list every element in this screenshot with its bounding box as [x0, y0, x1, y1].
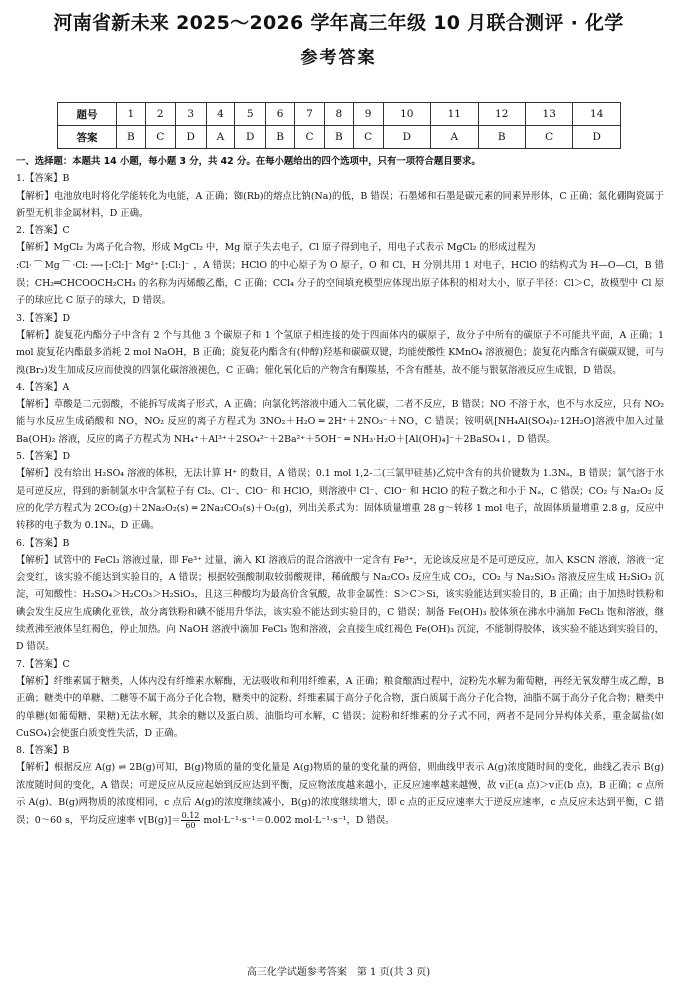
question-8-analysis-text: 【解析】根据反应 A(g) ⇌ 2B(g)可知，B(g)物质的量的变化量是 A(g)物质的量的变化量的两倍，则曲线甲表示 A(g)浓度随时间的变化，曲线乙表示 B(g)浓度随时间的变化，A 错误；可逆反应从反应起始到反应达到平衡，反应物浓度越来越小，正反应速率越来越慢，故 v正(a 点)＞v正(b 点)，B 正确；c 点所示 A(g)、B(g)两物质的浓度相同，c 点后 A(g)的浓度继续减小，B(g)的浓度继续增大，即 c 点的正反应速率大于逆反应速率，c 点反应未达到平衡，C 错误；0～60 s，平均反应速率 v[B(g)]＝: [16, 762, 664, 827]
question-2-analysis-continued: ，A 错误；HClO 的中心原子为 O 原子，O 和 Cl、H 分别共用 1 对电子，HClO 的结构式为 H—O—Cl，B 错误；CH₂═CHCOOCH₂CH₃ 的名称为丙烯酸乙酯，C 正确；CCl₄ 分子的空间填充模型应体现出原子体积的相对大小，原子半径：Cl＞C，故模型中 Cl 原子的球应比 C 原子的球大，D 错误。: [16, 259, 664, 307]
answer-table: [57, 102, 621, 149]
question-2-analysis-text: 【解析】MgCl₂ 为离子化合物，形成 MgCl₂ 中，Mg 原子失去电子，Cl 原子得到电子，用电子式表示 MgCl₂ 的形成过程为: [16, 242, 536, 254]
question-number: 11: [431, 103, 478, 126]
question-number: 10: [383, 103, 430, 126]
answer-cell: C: [295, 126, 325, 149]
answer-cell: A: [206, 126, 234, 149]
question-number: 1: [117, 103, 146, 126]
question-7-analysis: 【解析】纤维素属于糖类，人体内没有纤维素水解酶，无法吸收和利用纤维素，A 正确；粮食酿酒过程中，淀粉先水解为葡萄糖，再经无氧发酵生成乙醇，B 正确；糖类中的单糖、二糖等不属于高分子化合物，糖类中的淀粉、纤维素属于高分子化合物，蛋白质属于高分子化合物，油脂不属于高分子化合物；糖类中的单糖(如葡萄糖、果糖)无法水解，其余的糖以及蛋白质、油脂均可水解，C 错误；淀粉和纤维素的分子式不同，两者不是同分异构体关系，重金属盐(如 CuSO₄)会使蛋白质变性失活，D 正确。: [16, 675, 664, 739]
answer-explanations: [16, 153, 664, 830]
answer-cell: B: [478, 126, 525, 149]
question-4-answer: 4.【答案】A: [16, 381, 70, 393]
answer-cell: C: [525, 126, 572, 149]
question-5-answer: 5.【答案】D: [16, 451, 70, 463]
question-number: 6: [266, 103, 295, 126]
question-number: 13: [525, 103, 572, 126]
question-number: 2: [145, 103, 175, 126]
question-3-analysis: 【解析】旋复花内酯分子中含有 2 个与其他 3 个碳原子和 1 个氢原子相连接的处于四面体内的碳原子，故分子中所有的碳原子不可能共平面，A 正确；1 mol 旋复花内酯最多消耗 2 mol NaOH，B 正确；旋复花内酯含有(仲醇)羟基和碳碳双键，均能使酸性 KMnO₄ 溶液褪色；旋复花内酯含有碳碳双键，可与溴(Br₂)发生加成反应而使溴的四氯化碳溶液褪色，C 正确；催化氧化后的产物含有酮羰基，不含有醛基，故不能与银氨溶液反应生成银，D 错误。: [16, 329, 664, 376]
answer-cell: D: [573, 126, 621, 149]
answer-cell: B: [324, 126, 353, 149]
question-2-analysis: [16, 239, 664, 309]
question-6-answer: 6.【答案】B: [16, 537, 70, 549]
question-2-answer: 2.【答案】C: [16, 225, 70, 237]
question-number: 9: [353, 103, 383, 126]
question-number: 14: [573, 103, 621, 126]
electron-formula-diagram: [16, 258, 189, 275]
question-6-analysis: 【解析】试管中的 FeCl₃ 溶液过量，即 Fe³⁺ 过量，滴入 KI 溶液后的混合溶液中一定含有 Fe³⁺，无论该反应是不是可逆反应，加入 KSCN 溶液，溶液一定会变红，该实验不能达到实验目的，A 错误；根据较强酸制取较弱酸规律，稀硫酸与 Na₂CO₃ 反应生成 CO₂，CO₂ 与 Na₂SiO₃ 溶液反应生成 H₂SiO₃ 沉淀，可知酸性：H₂SO₄＞H₂CO₃＞H₂SiO₃，且这三种酸均为最高价含氧酸，故非金属性：S＞C＞Si，该实验能达到实验目的，B 正确；由于加热时铁粉和碘会发生反应生成碘化亚铁，故分离铁粉和碘不能用升华法，该实验不能达到实验目的，C 错误；制备 Fe(OH)₃ 胶体须在沸水中滴加 FeCl₃ 饱和溶液，继续煮沸至液体呈红褐色，停止加热。向 NaOH 溶液中滴加 FeCl₃ 饱和溶液，会直接生成红褐色 Fe(OH)₃ 沉淀，不能制得胶体，该实验不能达到实验目的，D 错误。: [16, 554, 664, 653]
question-3-answer: 3.【答案】D: [16, 312, 70, 324]
question-5-analysis: 【解析】没有给出 H₂SO₄ 溶液的体积，无法计算 H⁺ 的数目，A 错误；0.1 mol 1,2-二(三氯甲硅基)乙烷中含有的共价键数为 1.3Nₐ，B 错误；氯气溶于水是可逆反应，得到的新制氯水中含氯粒子有 Cl₂、Cl⁻、ClO⁻ 和 HClO，则溶液中 Cl⁻、ClO⁻ 和 HClO 的粒子数之和小于 Nₐ，C 错误；CO₂ 与 Na₂O₂ 反应的化学方程式为 2CO₂(g)＋2Na₂O₂(s) ═ 2Na₂CO₃(s)＋O₂(g)，列出关系式为：固体质量增重 28 g～转移 1 mol 电子，故固体质量增重 2.8 g，反应中转移的电子数为 0.1Nₐ，D 正确。: [16, 468, 664, 532]
electron-formula-reactants: :Cl· ⁀ Mg ⁀ ·Cl:: [16, 260, 89, 271]
question-number: 4: [206, 103, 234, 126]
rate-fraction: [181, 811, 201, 830]
question-1-answer: 1.【答案】B: [16, 173, 70, 185]
question-number: 8: [324, 103, 353, 126]
page-title: 河南省新未来 2025～2026 学年高三年级 10 月联合测评 · 化学: [53, 12, 624, 34]
question-8-answer: 8.【答案】B: [16, 745, 70, 757]
answer-row: [58, 126, 621, 149]
answer-cell: D: [383, 126, 430, 149]
answer-cell: D: [175, 126, 206, 149]
question-number-row: [58, 103, 621, 126]
fraction-denominator: 60: [185, 821, 196, 831]
row-label-number: 题号: [58, 103, 117, 126]
question-7-answer: 7.【答案】C: [16, 658, 70, 670]
page-subtitle: 参考答案: [300, 48, 377, 68]
question-8-analysis-continued: mol·L⁻¹·s⁻¹＝0.002 mol·L⁻¹·s⁻¹，D 错误。: [200, 815, 395, 827]
answer-cell: A: [431, 126, 478, 149]
question-number: 5: [235, 103, 266, 126]
answer-cell: B: [266, 126, 295, 149]
section-title: 一、选择题：本题共 14 小题，每小题 3 分，共 42 分。在每小题给出的四个选项中，只有一项符合题目要求。: [16, 156, 481, 167]
answer-cell: C: [353, 126, 383, 149]
question-number: 12: [478, 103, 525, 126]
page-footer: 高三化学试题参考答案 第 1 页(共 3 页): [246, 967, 431, 978]
question-4-analysis: 【解析】草酸是二元弱酸，不能拆写成离子形式，A 正确；向氯化钙溶液中通入二氧化碳，二者不反应，B 错误；NO 不溶于水，也不与水反应，只有 NO₂ 能与水反应生成硝酸和 NO，NO₂ 反应的离子方程式为 3NO₂＋H₂O ═ 2H⁺＋2NO₃⁻＋NO，C 错误；铵明矾[NH₄Al(SO₄)₂·12H₂O]溶液中加入过量 Ba(OH)₂ 溶液，反应的离子方程式为 NH₄⁺＋Al³⁺＋2SO₄²⁻＋2Ba²⁺＋5OH⁻ ═ NH₃·H₂O＋[Al(OH)₄]⁻＋2BaSO₄↓，D 错误。: [16, 399, 664, 445]
question-1-analysis: 【解析】电池放电时将化学能转化为电能，A 正确；铷(Rb)的熔点比钠(Na)的低，B 错误；石墨烯和石墨是碳元素的同素异形体，C 正确；氮化硼陶瓷属于新型无机非金属材料，D 正确。: [16, 190, 664, 219]
answer-cell: D: [235, 126, 266, 149]
question-number: 7: [295, 103, 325, 126]
reaction-arrow-icon: ⟶: [90, 260, 104, 271]
row-label-answer: 答案: [58, 126, 117, 149]
question-8-analysis: [16, 759, 664, 830]
question-number: 3: [175, 103, 206, 126]
electron-formula-product: [:Cl:]⁻ Mg²⁺ [:Cl:]⁻: [105, 260, 190, 271]
answer-cell: C: [145, 126, 175, 149]
fraction-numerator: 0.12: [181, 811, 200, 821]
answer-cell: B: [117, 126, 146, 149]
